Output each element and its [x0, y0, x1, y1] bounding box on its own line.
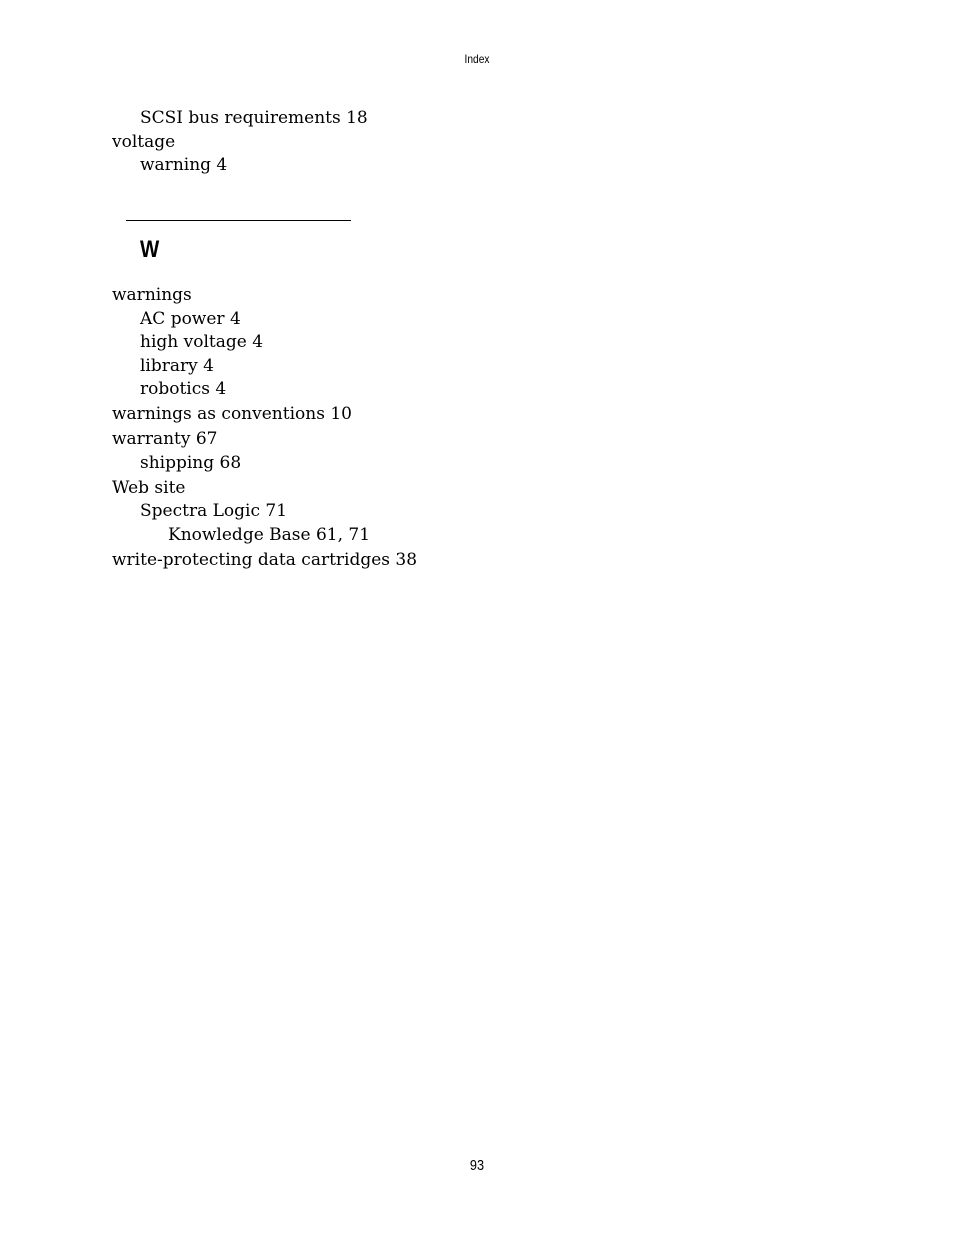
index-subentry: shipping 68: [140, 452, 242, 473]
index-entry: warnings as conventions 10: [112, 404, 352, 424]
index-entry: warranty 67: [112, 429, 218, 449]
index-subentry: AC power 4: [140, 308, 241, 329]
index-subentry: warning 4: [140, 155, 228, 175]
index-subentry: robotics 4: [140, 379, 227, 399]
section-divider-rule: [126, 220, 351, 221]
index-entry: voltage: [112, 131, 176, 152]
index-entry: write-protecting data cartridges 38: [112, 549, 418, 570]
index-subentry: high voltage 4: [140, 332, 264, 352]
index-subentry: Spectra Logic 71: [140, 501, 288, 521]
index-entries-w: [112, 284, 417, 572]
section-letter-heading: W: [140, 236, 160, 263]
running-header: Index: [464, 52, 490, 66]
index-subentry: SCSI bus requirements 18: [140, 108, 368, 128]
index-entries-continued: [112, 107, 368, 178]
index-subentry: library 4: [140, 355, 214, 376]
page-number: 93: [469, 1157, 485, 1174]
index-entry: warnings: [112, 285, 192, 305]
index-entry: Web site: [112, 477, 186, 498]
index-subsubentry: Knowledge Base 61, 71: [168, 524, 371, 545]
